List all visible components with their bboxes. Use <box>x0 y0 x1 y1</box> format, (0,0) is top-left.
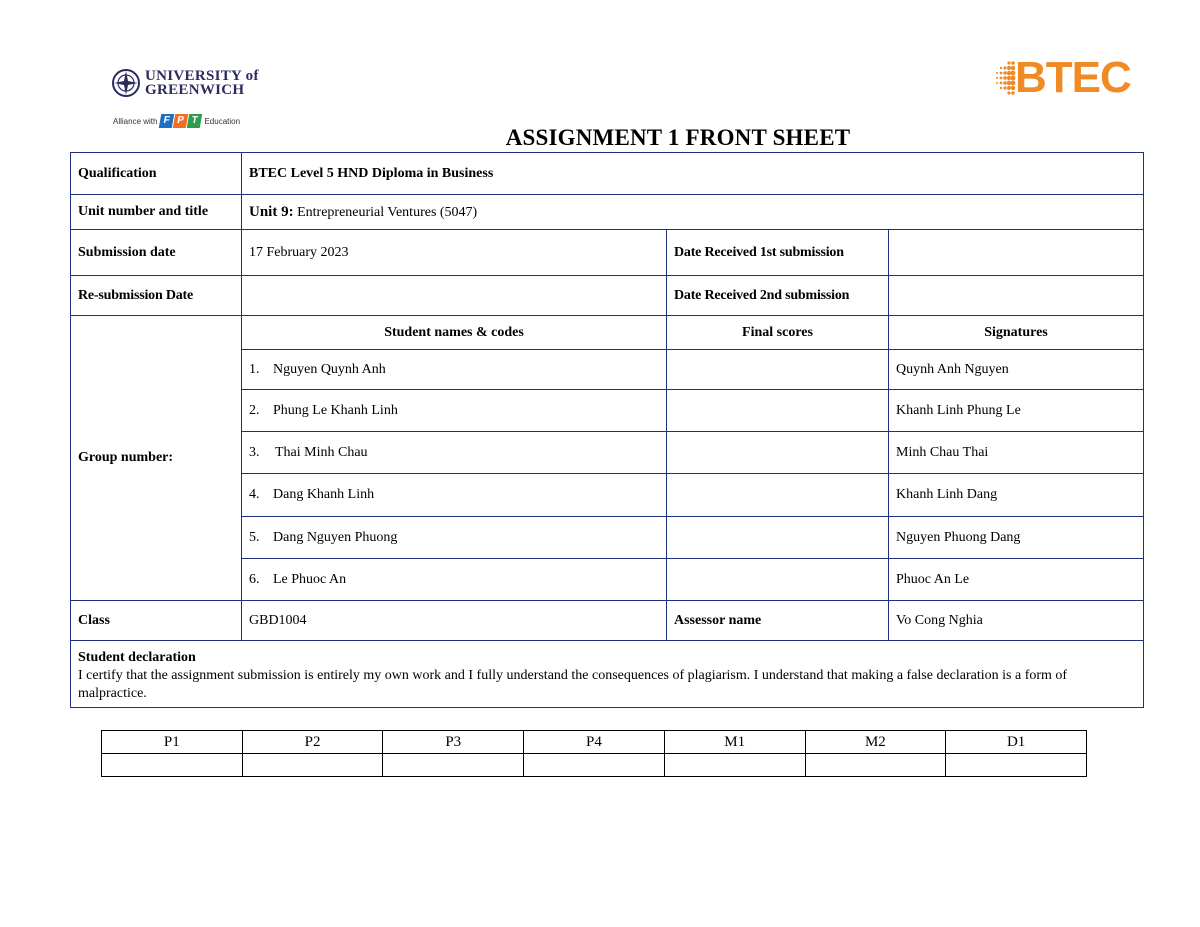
page-title: ASSIGNMENT 1 FRONT SHEET <box>505 125 851 150</box>
alliance-text: Alliance with <box>113 116 158 126</box>
student-name: Phung Le Khanh Linh <box>273 402 398 418</box>
student-name-cell <box>242 474 667 517</box>
unit-row <box>71 195 1144 230</box>
student-name-cell <box>242 432 667 474</box>
grade-value-p1[interactable] <box>102 754 243 777</box>
student-signature: Khanh Linh Dang <box>889 474 1144 517</box>
student-declaration <box>71 641 1144 708</box>
student-score[interactable] <box>667 559 889 601</box>
grade-header-m2: M2 <box>805 731 946 754</box>
student-name-cell <box>242 350 667 390</box>
date-received-1st-label: Date Received 1st submission <box>667 230 889 276</box>
declaration-text: I certify that the assignment submission is entirely my own work and I fully understand the consequences of plagiarism. I understand that making a false declaration is a form of malpractice. <box>78 668 1068 701</box>
group-number-label: Group number: <box>71 316 242 601</box>
student-number: 1. <box>249 361 260 377</box>
student-score[interactable] <box>667 432 889 474</box>
resubmission-row <box>71 276 1144 316</box>
submission-date-label: Submission date <box>71 230 242 276</box>
unit-title: Entrepreneurial Ventures (5047) <box>293 204 478 220</box>
student-signature: Phuoc An Le <box>889 559 1144 601</box>
student-score[interactable] <box>667 474 889 517</box>
student-number: 5. <box>249 529 260 545</box>
submission-date-value: 17 February 2023 <box>242 230 667 276</box>
class-row <box>71 601 1144 641</box>
unit-label: Unit number and title <box>71 195 242 230</box>
grade-header-p3: P3 <box>383 731 524 754</box>
qualification-value: BTEC Level 5 HND Diploma in Business <box>242 153 1144 195</box>
fpt-letter-f: F <box>159 114 174 128</box>
student-name: Dang Nguyen Phuong <box>273 529 398 545</box>
student-name-cell <box>242 559 667 601</box>
unit-value <box>242 195 1144 230</box>
student-signature: Minh Chau Thai <box>889 432 1144 474</box>
student-name: Le Phuoc An <box>273 571 347 587</box>
grade-header-p2: P2 <box>242 731 383 754</box>
qualification-label: Qualification <box>71 153 242 195</box>
declaration-row <box>71 641 1144 708</box>
student-number: 3. <box>249 444 260 460</box>
student-name: Nguyen Quynh Anh <box>273 361 386 377</box>
university-name-line2: GREENWICH <box>145 82 245 98</box>
grade-value-p3[interactable] <box>383 754 524 777</box>
university-name-line1: UNIVERSITY of <box>145 68 259 84</box>
date-received-1st-value <box>889 230 1144 276</box>
grade-value-m2[interactable] <box>805 754 946 777</box>
student-number: 6. <box>249 571 260 587</box>
qualification-row <box>71 153 1144 195</box>
university-of-greenwich-logo <box>111 68 259 130</box>
btec-dots-icon <box>993 54 1017 102</box>
student-number: 2. <box>249 402 260 418</box>
student-name: Thai Minh Chau <box>275 444 368 460</box>
student-signature: Quynh Anh Nguyen <box>889 350 1144 390</box>
date-received-2nd-label: Date Received 2nd submission <box>667 276 889 316</box>
grade-header-row <box>102 731 1087 754</box>
student-signature: Khanh Linh Phung Le <box>889 390 1144 432</box>
student-score[interactable] <box>667 390 889 432</box>
grade-header-p4: P4 <box>524 731 665 754</box>
resubmission-date-label: Re-submission Date <box>71 276 242 316</box>
student-number: 4. <box>249 487 260 502</box>
btec-logo <box>993 54 1143 102</box>
grade-value-row <box>102 754 1087 777</box>
group-header-row <box>71 316 1144 350</box>
grade-value-p2[interactable] <box>242 754 383 777</box>
student-names-header: Student names & codes <box>242 316 667 350</box>
signatures-header: Signatures <box>889 316 1144 350</box>
student-name: Dang Khanh Linh <box>273 487 375 502</box>
final-scores-header: Final scores <box>667 316 889 350</box>
resubmission-date-value <box>242 276 667 316</box>
assessor-name-label: Assessor name <box>667 601 889 641</box>
submission-row <box>71 230 1144 276</box>
grade-criteria-table <box>101 730 1087 777</box>
btec-wordmark: BTEC <box>1015 53 1131 102</box>
grade-value-m1[interactable] <box>664 754 805 777</box>
education-text: Education <box>204 116 241 126</box>
class-value: GBD1004 <box>242 601 667 641</box>
assessor-name-value: Vo Cong Nghia <box>889 601 1144 641</box>
grade-header-d1: D1 <box>946 731 1087 754</box>
student-score[interactable] <box>667 517 889 559</box>
grade-value-p4[interactable] <box>524 754 665 777</box>
student-score[interactable] <box>667 350 889 390</box>
grade-value-d1[interactable] <box>946 754 1087 777</box>
student-name-cell <box>242 390 667 432</box>
fpt-letter-p: P <box>173 114 188 128</box>
student-name-cell <box>242 517 667 559</box>
declaration-heading: Student declaration <box>78 650 196 665</box>
fpt-letter-t: T <box>187 114 202 128</box>
grade-header-p1: P1 <box>102 731 243 754</box>
student-signature: Nguyen Phuong Dang <box>889 517 1144 559</box>
grade-header-m1: M1 <box>664 731 805 754</box>
class-label: Class <box>71 601 242 641</box>
university-crest-icon <box>111 68 141 98</box>
front-sheet-table <box>70 152 1144 708</box>
date-received-2nd-value <box>889 276 1144 316</box>
unit-number: Unit 9: <box>249 203 294 220</box>
